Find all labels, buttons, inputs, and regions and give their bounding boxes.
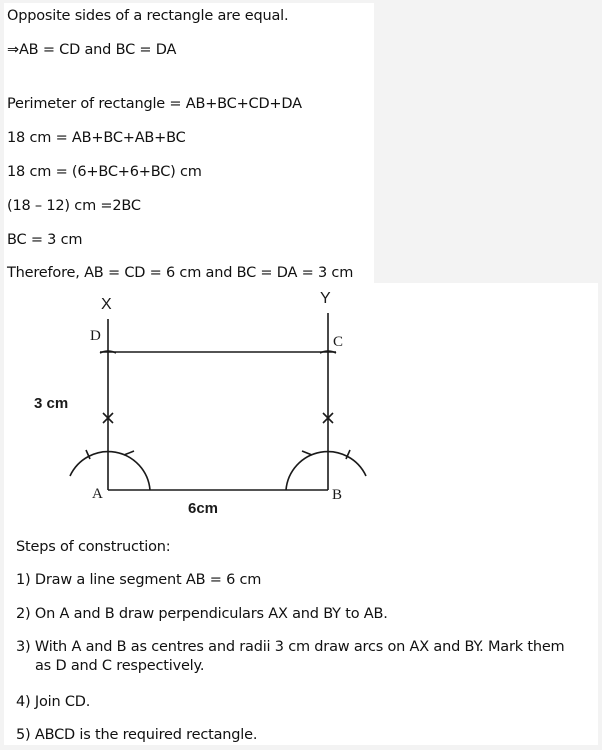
solution-line: Perimeter of rectangle = AB+BC+CD+DA — [7, 96, 302, 112]
label-d: D — [90, 328, 101, 344]
label-side-ad: 3 cm — [34, 395, 69, 412]
construction-step — [16, 726, 257, 745]
step-number: 4) — [16, 694, 31, 710]
rectangle-construction-diagram — [4, 283, 598, 523]
construction-block — [4, 283, 598, 745]
arc-a — [70, 452, 150, 490]
arc-b — [286, 452, 366, 490]
solution-line: ⇒AB = CD and BC = DA — [7, 42, 177, 58]
label-a: A — [92, 486, 103, 502]
label-side-ab: 6cm — [188, 500, 219, 517]
construction-step — [16, 571, 261, 590]
step-text: Join CD. — [34, 694, 91, 710]
label-x: X — [101, 296, 112, 313]
solution-line: Opposite sides of a rectangle are equal. — [7, 8, 289, 24]
solution-line: 18 cm = (6+BC+6+BC) cm — [7, 164, 202, 180]
construction-step — [16, 638, 601, 676]
step-number: 1) — [16, 572, 31, 588]
label-b: B — [332, 487, 343, 503]
construction-step — [16, 605, 388, 624]
step-text: With A and B as centres and radii 3 cm draw arcs on AX and BY. Mark them — [34, 639, 565, 655]
solution-line: Therefore, AB = CD = 6 cm and BC = DA = 3 cm — [7, 265, 354, 281]
solution-line: (18 – 12) cm =2BC — [7, 198, 141, 214]
solution-line: 18 cm = AB+BC+AB+BC — [7, 130, 186, 146]
solution-block — [4, 3, 374, 284]
step-text-continued: as D and C respectively. — [35, 658, 205, 674]
step-text: ABCD is the required rectangle. — [34, 727, 258, 743]
step-number: 5) — [16, 727, 31, 743]
solution-line: BC = 3 cm — [7, 232, 83, 248]
construction-heading: Steps of construction: — [16, 539, 171, 555]
construction-step — [16, 693, 90, 712]
step-text: On A and B draw perpendiculars AX and BY to AB. — [34, 606, 388, 622]
step-number: 2) — [16, 606, 31, 622]
label-y: Y — [320, 290, 331, 307]
label-c: C — [333, 334, 344, 350]
step-number: 3) — [16, 639, 31, 655]
step-text: Draw a line segment AB = 6 cm — [34, 572, 262, 588]
